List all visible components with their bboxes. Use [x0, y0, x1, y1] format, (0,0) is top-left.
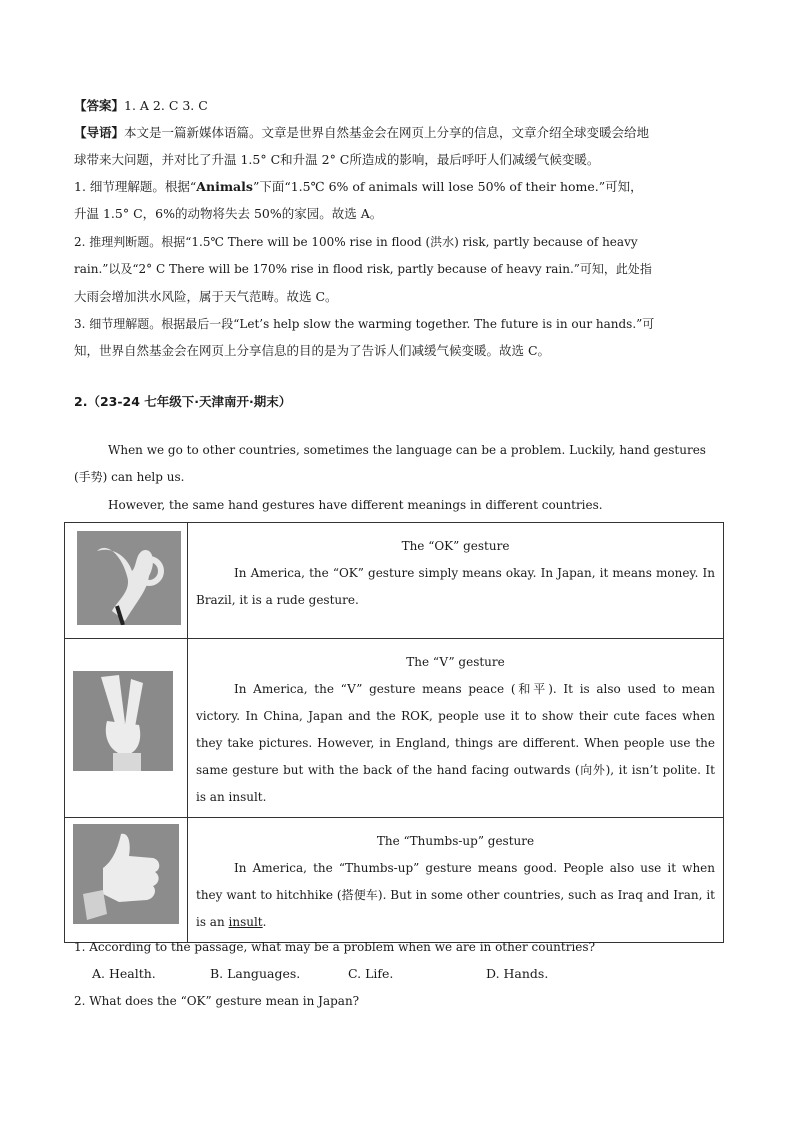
- gesture-image-cell: [65, 523, 188, 639]
- option-a[interactable]: A. Health.: [92, 966, 156, 981]
- gesture-title: The “Thumbs-up” gesture: [376, 834, 535, 848]
- gesture-text-cell: [188, 523, 724, 639]
- explanation-1-suffix: ”下面“1.5℃ 6% of animals will lose 50% of their home.”可知，: [252, 179, 643, 194]
- gesture-description: In America, the “V” gesture means peace (和平). It is also used to mean victory. In China, Japan and the ROK, people use it to show their cute faces when they take pictures. However, in England, things are different. When people use the same gesture but with the back of the hand facing outwards (向外), it isn’t polite. It is an insult.: [196, 682, 715, 804]
- gesture-description: [196, 855, 715, 936]
- guide-line-1: [74, 125, 649, 141]
- gesture-row-v: [65, 639, 724, 818]
- question-2-stem: 2. What does the “OK” gesture mean in Japan?: [74, 994, 360, 1008]
- underlined-word: insult: [228, 915, 263, 929]
- answer-label: 【答案】: [74, 98, 125, 113]
- intro-line-2: (手势) can help us.: [74, 470, 185, 484]
- intro-line-3: However, the same hand gestures have different meanings in different countries.: [108, 498, 603, 512]
- gesture-image-cell: [65, 818, 188, 943]
- gesture-description-end: .: [262, 915, 267, 929]
- option-b[interactable]: B. Languages.: [210, 966, 301, 981]
- answer-line: [74, 98, 208, 114]
- gesture-image-cell: [65, 639, 188, 818]
- gesture-description: In America, the “OK” gesture simply means okay. In Japan, it means money. In Brazil, it is a rude gesture.: [196, 566, 715, 607]
- option-c[interactable]: C. Life.: [348, 966, 394, 981]
- gesture-row-thumbs: [65, 818, 724, 943]
- question-1-stem: 1. According to the passage, what may be a problem when we are in other countries?: [74, 940, 596, 954]
- guide-label: 【导语】: [74, 125, 125, 140]
- gesture-text-cell: [188, 818, 724, 943]
- thumbs-up-hand-icon: [73, 824, 179, 924]
- question-1-options: [92, 966, 548, 981]
- explanation-1-prefix: 1. 细节理解题。根据“: [74, 179, 197, 194]
- explanation-1-line-1: [74, 179, 643, 195]
- explanation-2-line-1: 2. 推理判断题。根据“1.5℃ There will be 100% rise in flood (洪水) risk, partly because of heavy: [74, 235, 638, 249]
- intro-line-1: When we go to other countries, sometimes the language can be a problem. Luckily, hand gestures: [108, 443, 706, 457]
- option-d[interactable]: D. Hands.: [486, 966, 549, 981]
- question-heading: 2.（23-24 七年级下·天津南开·期末）: [74, 394, 292, 409]
- explanation-1-bold: Animals: [196, 179, 253, 194]
- answer-text: 1. A 2. C 3. C: [124, 98, 208, 113]
- gesture-description-text: In America, the “Thumbs-up” gesture means good. People also use it when they want to hitchhike (搭便车). But in some other countries, such as Iraq and Iran, it is an: [196, 861, 715, 929]
- gesture-table: [64, 522, 724, 943]
- gesture-row-ok: [65, 523, 724, 639]
- gesture-text-cell: [188, 639, 724, 818]
- gesture-title: The “V” gesture: [406, 655, 505, 669]
- gesture-title: The “OK” gesture: [401, 539, 510, 553]
- v-hand-icon: [73, 671, 173, 771]
- explanation-3-line-1: 3. 细节理解题。根据最后一段“Let’s help slow the warming together. The future is in our hands.”可: [74, 317, 655, 331]
- ok-hand-icon: [77, 531, 181, 625]
- explanation-3-line-2: 知，世界自然基金会在网页上分享信息的目的是为了告诉人们减缓气候变暖。故选 C。: [74, 343, 551, 358]
- explanation-1-line-2: 升温 1.5° C，6%的动物将失去 50%的家园。故选 A。: [74, 206, 383, 221]
- guide-text-1: 本文是一篇新媒体语篇。文章是世界自然基金会在网页上分享的信息，文章介绍全球变暖会给地: [124, 125, 650, 140]
- explanation-2-line-2: rain.”以及“2° C There will be 170% rise in flood risk, partly because of heavy rain.”可知，此处指: [74, 262, 652, 276]
- guide-line-2: 球带来大问题，并对比了升温 1.5° C和升温 2° C所造成的影响，最后呼吁人们减缓气候变暖。: [74, 152, 600, 167]
- explanation-2-line-3: 大雨会增加洪水风险，属于天气范畴。故选 C。: [74, 289, 338, 304]
